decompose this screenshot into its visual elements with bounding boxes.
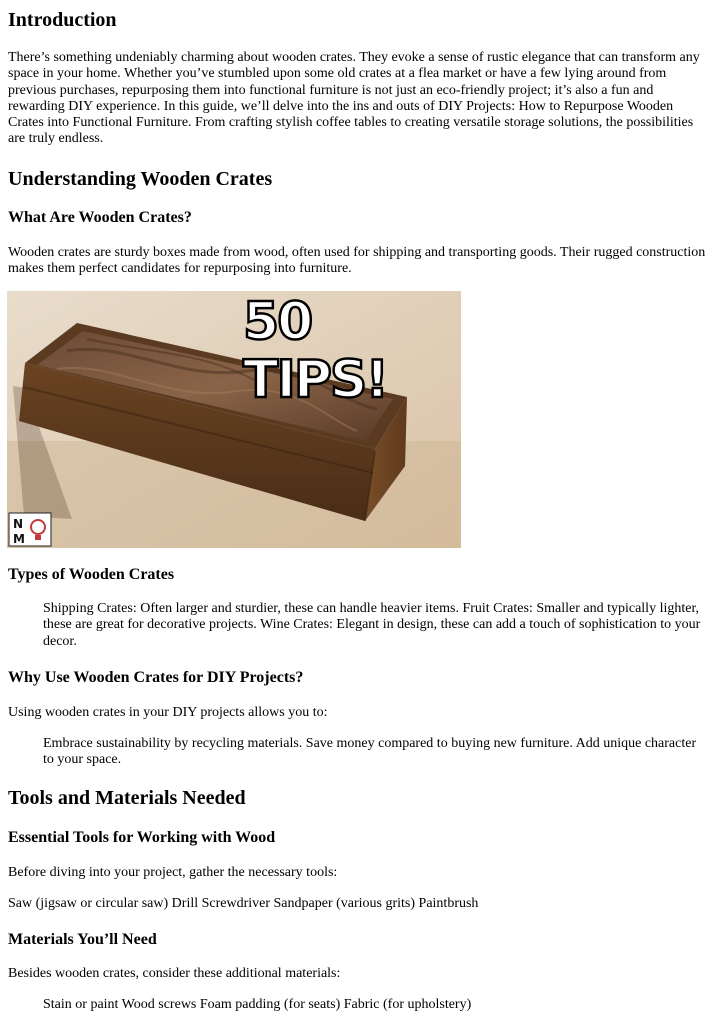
heading-why-use-wooden-crates: Why Use Wooden Crates for DIY Projects? bbox=[8, 669, 304, 686]
heading-what-are-wooden-crates: What Are Wooden Crates? bbox=[8, 209, 192, 226]
heading-essential-tools: Essential Tools for Working with Wood bbox=[8, 829, 276, 846]
what-paragraph: Wooden crates are sturdy boxes made from wood, often used for shipping and transporting goods. Their rugged construction makes them perfect candidates for repurposing into furniture. bbox=[8, 245, 706, 277]
svg-text:N: N bbox=[13, 517, 24, 531]
heading-types-of-wooden-crates: Types of Wooden Crates bbox=[8, 566, 175, 583]
why-list: Embrace sustainability by recycling materials. Save money compared to buying new furniture. Add unique character to your space. bbox=[43, 736, 697, 768]
essential-tools-list: Saw (jigsaw or circular saw) Drill Screwdriver Sandpaper (various grits) Paintbrush bbox=[8, 896, 479, 911]
heading-understanding-wooden-crates: Understanding Wooden Crates bbox=[8, 168, 273, 190]
heading-introduction: Introduction bbox=[8, 9, 117, 31]
photo-overlay-text: 50 TIPS! bbox=[243, 292, 388, 410]
materials-list: Stain or paint Wood screws Foam padding (for seats) Fabric (for upholstery) bbox=[43, 997, 472, 1012]
heading-tools-and-materials: Tools and Materials Needed bbox=[8, 787, 246, 809]
intro-paragraph: There’s something undeniably charming about wooden crates. They evoke a sense of rustic elegance that can transform any space in your home. Whether you’ve stumbled upon some old crates at a flea market or have a few lying around from previous purchases, repurposing them into functional furniture is not just an eco-friendly project; it’s also a fun and rewarding DIY experience. In this guide, we’ll delve into the ins and outs of DIY Projects: How to Repurpose Wooden Crates into Functional Furniture. From crafting stylish coffee tables to creating versatile storage solutions, the possibilities are truly endless. bbox=[8, 50, 700, 147]
heading-materials-needed: Materials You’ll Need bbox=[8, 931, 157, 948]
essential-intro: Before diving into your project, gather the necessary tools: bbox=[8, 865, 338, 880]
materials-intro: Besides wooden crates, consider these additional materials: bbox=[8, 966, 341, 981]
why-intro: Using wooden crates in your DIY projects allows you to: bbox=[8, 705, 328, 720]
types-list: Shipping Crates: Often larger and sturdier, these can handle heavier items. Fruit Crates: Smaller and typically lighter, these are great for decorative projects. Wine Crates: Elegant in design, these can add a touch of sophistication to your decor. bbox=[43, 601, 701, 649]
svg-text:M: M bbox=[13, 532, 25, 546]
wooden-box-photo bbox=[7, 291, 461, 548]
